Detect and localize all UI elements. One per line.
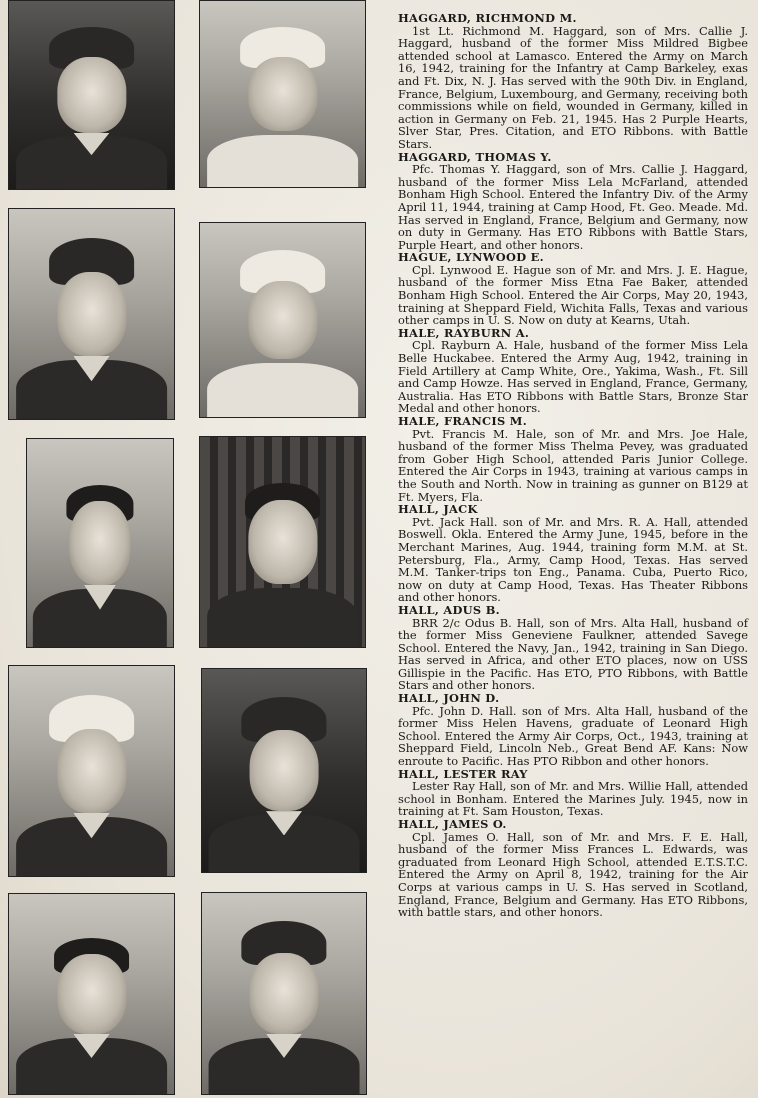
entry-haggard-thomas (398, 151, 748, 252)
portrait-photo (8, 208, 175, 420)
entry-bio: Cpl. Lynwood E. Hague son of Mr. and Mrs. J. E. Hague, husband of the former Miss Etna Fae Baker, attended Bonham High School. Entered the Air Corps, May 20, 1943, training at Sheppard Field, Wichita Falls, Texas and various other camps in U. S. Now on duty at Kearns, Utah. (398, 262, 748, 328)
entry-bio: Pvt. Francis M. Hale, son of Mr. and Mrs. Joe Hale, husband of the former Miss Thelma Pevey, was graduated from Gober High School, attended Paris Junior College. Entered the Air Corps in 1943, training at various camps in the South and North. Now in training as gunner on B129 at Ft. Myers, Fla. (398, 426, 748, 504)
entry-haggard-richmond (398, 12, 748, 151)
entry-name: HAGGARD, THOMAS Y. (398, 149, 552, 164)
entry-hall-jack (398, 503, 748, 604)
portrait-photo (199, 0, 366, 188)
entry-hall-adus (398, 604, 748, 692)
portrait-photo (8, 0, 175, 190)
entry-name: HALL, JACK (398, 502, 478, 517)
entry-hall-lester (398, 768, 748, 818)
entry-hale-rayburn (398, 327, 748, 415)
entry-bio: Pfc. Thomas Y. Haggard, son of Mrs. Callie J. Haggard, husband of the former Miss Lela McFarland, attended Bonham High School. Entered the Infantry Div. of the Army April 11, 1944, training at Camp Hood, Ft. Geo. Meade. Md. Has served in England, France, Belgium and Germany, now on duty in Germany. Has ETO Ribbons with Battle Stars, Purple Heart, and other honors. (398, 162, 748, 252)
entry-bio: BRR 2/c Odus B. Hall, son of Mrs. Alta Hall, husband of the former Miss Geneviene Faulkner, attended Savege School. Entered the Navy, Jan., 1942, training in San Diego. Has served in Africa, and other ETO places, now on USS Gillispie in the Pacific. Has ETO, PTO Ribbons, with Battle Stars and other honors. (398, 615, 748, 693)
portrait-photo (199, 436, 366, 648)
entry-name: HAGUE, LYNWOOD E. (398, 250, 544, 265)
entry-name: HAGGARD, RICHMOND M. (398, 11, 577, 25)
entry-bio: Cpl. James O. Hall, son of Mr. and Mrs. F. E. Hall, husband of the former Miss Frances L. Edwards, was graduated from Leonard High School, attended E.T.S.T.C. Entered the Army on April 8, 1942, training for the Air Corps at various camps in U. S. Has served in Scotland, England, France, Belgium and Germany. Has ETO Ribbons, with battle stars, and other honors. (398, 829, 748, 920)
entry-hague-lynwood (398, 251, 748, 327)
entry-hale-francis (398, 415, 748, 503)
entry-name: HALL, ADUS B. (398, 602, 500, 617)
entry-bio: Lester Ray Hall, son of Mr. and Mrs. Willie Hall, attended school in Bonham. Entered the Marines July. 1945, now in training at Ft. Sam Houston, Texas. (398, 779, 748, 819)
biography-column (398, 12, 748, 919)
portrait-photo (201, 668, 367, 873)
entry-name: HALL, JAMES O. (398, 817, 507, 831)
entry-bio: 1st Lt. Richmond M. Haggard, son of Mrs. Callie J. Haggard, husband of the former Miss Mildred Bigbee attended school at Lamasco. Entered the Army on March 16, 1942, training for the Infantry at Camp Barkeley, exas and Ft. Dix, N. J. Has served with the 90th Div. in England, France, Belgium, Luxembourg, and Germany, receiving both commissions while on field, wounded in Germany, killed in action in Germany on Feb. 21, 1945. Has 2 Purple Hearts, Slver Star, Pres. Citation, and ETO Ribbons. with Battle Stars. (398, 23, 748, 151)
entry-name: HALL, LESTER RAY (398, 766, 528, 781)
entry-bio: Cpl. Rayburn A. Hale, husband of the former Miss Lela Belle Huckabee. Entered the Army Aug, 1942, training in Field Artillery at Camp White, Ore., Yakima, Wash., Ft. Sill and Camp Howze. Has served in England, France, Germany, Australia. Has ETO Ribbons with Battle Stars, Bronze Star Medal and other honors. (398, 338, 748, 416)
portrait-photo (8, 893, 175, 1095)
portrait-photo (26, 438, 174, 648)
entry-name: HALL, JOHN D. (398, 691, 500, 706)
entry-bio: Pfc. John D. Hall. son of Mrs. Alta Hall, husband of the former Miss Helen Havens, graduate of Leonard High School. Entered the Army Air Corps, Oct., 1943, training at Sheppard Field, Lincoln Neb., Great Bend AF. Kans: Now enroute to Pacific. Has PTO Ribbon and other honors. (398, 703, 748, 769)
portrait-photo (201, 892, 367, 1095)
portrait-photo (199, 222, 366, 418)
entry-name: HALE, RAYBURN A. (398, 325, 530, 340)
portrait-photo (8, 665, 175, 877)
entry-hall-john (398, 692, 748, 768)
entry-bio: Pvt. Jack Hall. son of Mr. and Mrs. R. A. Hall, attended Boswell. Okla. Entered the Army June, 1945, before in the Merchant Marines, Aug. 1944, training form M.M. at St. Petersburg, Fla., Army, Camp Hood, Texas. Has served M.M. Tanker-trips ton Eng., Panama. Cuba, Puerto Rico, now on duty at Camp Hood, Texas. Has Theater Ribbons and other honors. (398, 514, 748, 605)
entry-name: HALE, FRANCIS M. (398, 414, 527, 428)
entry-hall-james (398, 818, 748, 919)
